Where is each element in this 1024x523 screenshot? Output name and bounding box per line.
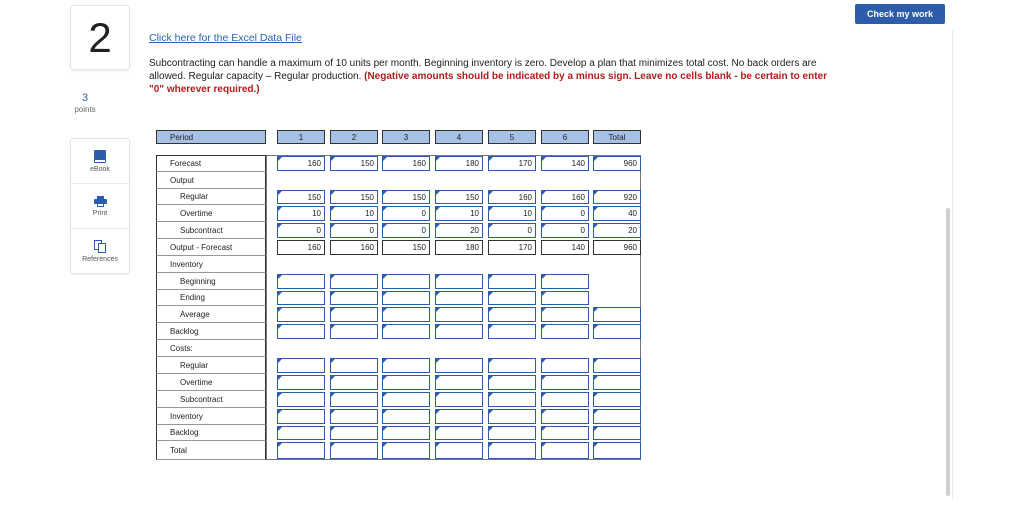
- average-input-5[interactable]: [488, 307, 536, 322]
- subcontract-cell-6[interactable]: 0: [541, 223, 589, 238]
- cost-subcontract-input-4[interactable]: [435, 392, 483, 407]
- regular-cell-2[interactable]: 150: [330, 190, 378, 204]
- backlog-input-3[interactable]: [382, 324, 430, 339]
- cost-subcontract-input-2[interactable]: [330, 392, 378, 407]
- cost-subcontract-input-5[interactable]: [488, 392, 536, 407]
- cost-regular-input-3[interactable]: [382, 358, 430, 373]
- cost-subcontract-input-1[interactable]: [277, 392, 325, 407]
- tools-panel: [70, 138, 130, 274]
- cost-total-input-total[interactable]: [593, 442, 641, 459]
- cost-backlog-input-total[interactable]: [593, 426, 641, 440]
- row-label-costs: Costs:: [156, 340, 266, 357]
- average-input-4[interactable]: [435, 307, 483, 322]
- cost-regular-input-1[interactable]: [277, 358, 325, 373]
- cost-subcontract-input-6[interactable]: [541, 392, 589, 407]
- beginning-input-3[interactable]: [382, 274, 430, 289]
- overtime-cell-total[interactable]: 40: [593, 206, 641, 221]
- output-forecast-cell-5[interactable]: 170: [488, 240, 536, 255]
- average-input-1[interactable]: [277, 307, 325, 322]
- cost-inventory-input-4[interactable]: [435, 409, 483, 424]
- subcontract-cell-1[interactable]: 0: [277, 223, 325, 238]
- header-period: Period: [156, 130, 266, 144]
- cost-inventory-input-1[interactable]: [277, 409, 325, 424]
- row-label-cost-total: Total: [156, 441, 266, 460]
- print-label: Print: [92, 209, 108, 217]
- question-text: [149, 57, 829, 96]
- cost-overtime-input-total[interactable]: [593, 375, 641, 390]
- printer-icon: [94, 196, 107, 207]
- beginning-input-1[interactable]: [277, 274, 325, 289]
- output-forecast-cell-1[interactable]: 160: [277, 240, 325, 255]
- header-total: Total: [593, 130, 641, 144]
- cost-backlog-input-2[interactable]: [330, 426, 378, 440]
- row-label-cost-regular: Regular: [156, 357, 266, 374]
- cost-backlog-input-6[interactable]: [541, 426, 589, 440]
- regular-cell-5[interactable]: 160: [488, 190, 536, 204]
- row-label-cost-backlog: Backlog: [156, 425, 266, 441]
- cost-inventory-input-6[interactable]: [541, 409, 589, 424]
- cost-regular-input-4[interactable]: [435, 358, 483, 373]
- points-label: points: [74, 105, 96, 114]
- beginning-input-5[interactable]: [488, 274, 536, 289]
- header-period-5: 5: [488, 130, 536, 144]
- cost-total-input-1[interactable]: [277, 442, 325, 459]
- average-input-total[interactable]: [593, 307, 641, 322]
- forecast-cell-6[interactable]: 140: [541, 156, 589, 171]
- cost-inventory-input-2[interactable]: [330, 409, 378, 424]
- subcontract-cell-total[interactable]: 20: [593, 223, 641, 238]
- average-input-6[interactable]: [541, 307, 589, 322]
- cost-total-input-5[interactable]: [488, 442, 536, 459]
- references-label: References: [82, 255, 118, 263]
- average-input-3[interactable]: [382, 307, 430, 322]
- overtime-cell-3[interactable]: 0: [382, 206, 430, 221]
- cost-overtime-input-1[interactable]: [277, 375, 325, 390]
- ending-input-6[interactable]: [541, 291, 589, 305]
- cost-overtime-input-2[interactable]: [330, 375, 378, 390]
- row-label-cost-inventory: Inventory: [156, 408, 266, 425]
- cost-backlog-input-5[interactable]: [488, 426, 536, 440]
- output-forecast-cell-2[interactable]: 160: [330, 240, 378, 255]
- header-period-2: 2: [330, 130, 378, 144]
- regular-cell-4[interactable]: 150: [435, 190, 483, 204]
- output-forecast-cell-total[interactable]: 960: [593, 240, 641, 255]
- cost-inventory-input-3[interactable]: [382, 409, 430, 424]
- book-icon: [94, 150, 106, 163]
- forecast-cell-3[interactable]: 160: [382, 156, 430, 171]
- scrollbar-thumb[interactable]: [946, 208, 950, 496]
- average-input-2[interactable]: [330, 307, 378, 322]
- cost-regular-input-6[interactable]: [541, 358, 589, 373]
- cost-inventory-input-total[interactable]: [593, 409, 641, 424]
- cost-subcontract-input-total[interactable]: [593, 392, 641, 407]
- question-number: 2: [70, 5, 130, 70]
- row-label-cost-overtime: Overtime: [156, 374, 266, 391]
- forecast-cell-2[interactable]: 150: [330, 156, 378, 171]
- cost-inventory-input-5[interactable]: [488, 409, 536, 424]
- print-button[interactable]: [71, 184, 129, 229]
- header-period-3: 3: [382, 130, 430, 144]
- cost-total-input-2[interactable]: [330, 442, 378, 459]
- ending-input-2[interactable]: [330, 291, 378, 305]
- cost-total-input-6[interactable]: [541, 442, 589, 459]
- ending-input-1[interactable]: [277, 291, 325, 305]
- points-value: 3: [81, 92, 89, 104]
- subcontract-cell-3[interactable]: 0: [382, 223, 430, 238]
- question-warning: (Negative amounts should be indicated by a minus sign. Leave no cells blank - be certain to enter "0" wherever required.): [149, 71, 828, 95]
- forecast-cell-5[interactable]: 170: [488, 156, 536, 171]
- check-my-work-button[interactable]: Check my work: [855, 4, 945, 24]
- ending-input-3[interactable]: [382, 291, 430, 305]
- backlog-input-4[interactable]: [435, 324, 483, 339]
- row-label-average: Average: [156, 306, 266, 323]
- cost-overtime-input-4[interactable]: [435, 375, 483, 390]
- subcontract-cell-4[interactable]: 20: [435, 223, 483, 238]
- output-forecast-cell-4[interactable]: 180: [435, 240, 483, 255]
- row-label-output: Output: [156, 172, 266, 189]
- cost-backlog-input-1[interactable]: [277, 426, 325, 440]
- output-forecast-cell-6[interactable]: 140: [541, 240, 589, 255]
- subcontract-cell-2[interactable]: 0: [330, 223, 378, 238]
- row-label-forecast: Forecast: [156, 155, 266, 172]
- excel-data-link[interactable]: Click here for the Excel Data File: [149, 32, 302, 44]
- forecast-cell-total[interactable]: 960: [593, 156, 641, 171]
- regular-cell-1[interactable]: 150: [277, 190, 325, 204]
- ending-input-4[interactable]: [435, 291, 483, 305]
- backlog-input-5[interactable]: [488, 324, 536, 339]
- row-label-regular: Regular: [156, 189, 266, 205]
- row-label-output-forecast: Output - Forecast: [156, 239, 266, 256]
- ending-input-5[interactable]: [488, 291, 536, 305]
- backlog-input-total[interactable]: [593, 324, 641, 339]
- row-label-backlog: Backlog: [156, 323, 266, 340]
- question-body: Subcontracting can handle a maximum of 10 units per month. Beginning inventory is zero. Develop a plan that minimizes total cost. No back orders are allowed. Regular capacity – Regular production.: [149, 58, 817, 82]
- overtime-cell-2[interactable]: 10: [330, 206, 378, 221]
- backlog-input-6[interactable]: [541, 324, 589, 339]
- backlog-input-1[interactable]: [277, 324, 325, 339]
- header-period-4: 4: [435, 130, 483, 144]
- overtime-cell-1[interactable]: 10: [277, 206, 325, 221]
- regular-cell-3[interactable]: 150: [382, 190, 430, 204]
- points-indicator: [70, 92, 100, 114]
- beginning-input-4[interactable]: [435, 274, 483, 289]
- row-label-cost-subcontract: Subcontract: [156, 391, 266, 408]
- beginning-input-6[interactable]: [541, 274, 589, 289]
- regular-cell-6[interactable]: 160: [541, 190, 589, 204]
- beginning-input-2[interactable]: [330, 274, 378, 289]
- overtime-cell-5[interactable]: 10: [488, 206, 536, 221]
- ebook-label: eBook: [90, 165, 110, 173]
- subcontract-cell-5[interactable]: 0: [488, 223, 536, 238]
- cost-backlog-input-4[interactable]: [435, 426, 483, 440]
- row-label-inventory: Inventory: [156, 256, 266, 273]
- references-icon: [94, 240, 106, 253]
- cost-overtime-input-6[interactable]: [541, 375, 589, 390]
- cost-backlog-input-3[interactable]: [382, 426, 430, 440]
- cost-regular-input-5[interactable]: [488, 358, 536, 373]
- row-label-overtime: Overtime: [156, 205, 266, 222]
- overtime-cell-4[interactable]: 10: [435, 206, 483, 221]
- row-label-beginning: Beginning: [156, 273, 266, 290]
- header-period-1: 1: [277, 130, 325, 144]
- cost-overtime-input-5[interactable]: [488, 375, 536, 390]
- output-forecast-cell-3[interactable]: 150: [382, 240, 430, 255]
- row-label-subcontract: Subcontract: [156, 222, 266, 239]
- overtime-cell-6[interactable]: 0: [541, 206, 589, 221]
- header-period-6: 6: [541, 130, 589, 144]
- row-label-ending: Ending: [156, 290, 266, 306]
- cost-subcontract-input-3[interactable]: [382, 392, 430, 407]
- forecast-cell-1[interactable]: 160: [277, 156, 325, 171]
- references-button[interactable]: [71, 229, 129, 273]
- regular-cell-total[interactable]: 920: [593, 190, 641, 204]
- cost-regular-input-2[interactable]: [330, 358, 378, 373]
- cost-total-input-3[interactable]: [382, 442, 430, 459]
- cost-regular-input-total[interactable]: [593, 358, 641, 373]
- backlog-input-2[interactable]: [330, 324, 378, 339]
- forecast-cell-4[interactable]: 180: [435, 156, 483, 171]
- ebook-button[interactable]: [71, 139, 129, 184]
- cost-total-input-4[interactable]: [435, 442, 483, 459]
- cost-overtime-input-3[interactable]: [382, 375, 430, 390]
- scrollbar-track: [952, 30, 953, 500]
